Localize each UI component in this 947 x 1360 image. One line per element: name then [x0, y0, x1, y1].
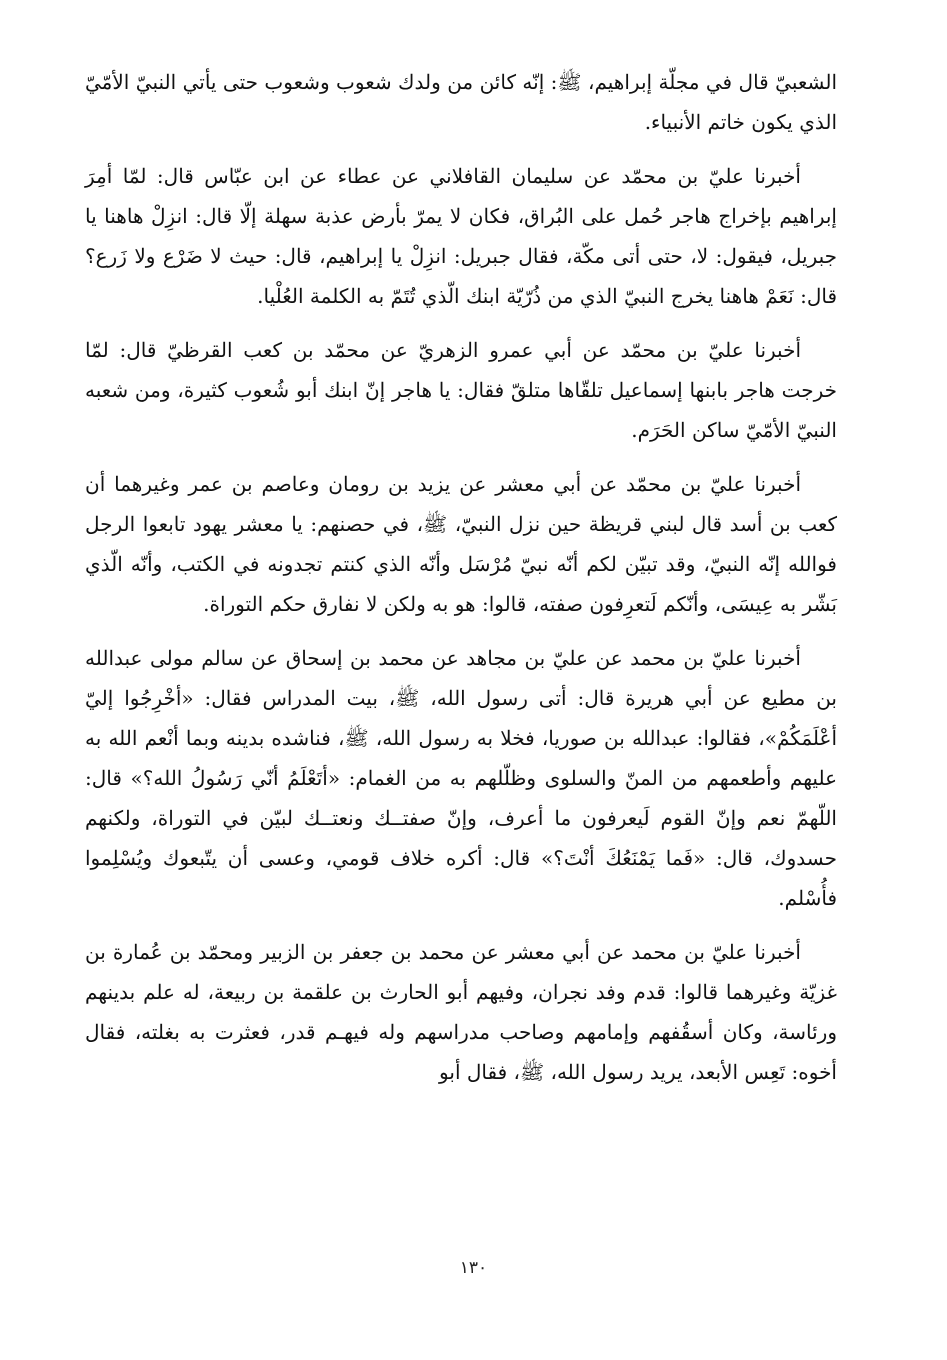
- paragraph-4: أخبرنا عليّ بن محمّد عن أبي معشر عن يزيد بن رومان وعاصم بن عمر وغيرهما أن كعب بن أسد قال لبني قريظة حين نزل النبيّ، ﷺ، في حصنهم: يا معشر يهود تابعوا الرجل فوالله إنّه النبيّ، وقد تبيّن لكم أنّه نبيّ مُرْسَل وأنّه الذي كنتم تجدونه في الكتب، وأنّه الّذي بَشّر به عِيسَى، وأنّكم لَتعرِفون صفته، قالوا: هو به ولكن لا نفارق حكم التوراة.: [85, 472, 837, 616]
- paragraph-1: الشعبيّ قال في مجلّة إبراهيم، ﷺ: إنّه كائن من ولدك شعوب وشعوب حتى يأتي النبيّ الأمّيّ الذي يكون خاتم الأنبياء.: [85, 70, 837, 134]
- paragraph-3: أخبرنا عليّ بن محمّد عن أبي عمرو الزهريّ عن محمّد بن كعب القرظيّ قال: لمّا خرجت هاجر بابنها إسماعيل تلقّاها متلقّ فقال: يا هاجر إنّ ابنك أبو شُعوب كثيرة، ومن شعبه النبيّ الأمّيّ ساكن الحَرَم.: [85, 338, 837, 442]
- paragraph-5: أخبرنا عليّ بن محمد عن عليّ بن مجاهد عن محمد بن إسحاق عن سالم مولى عبدالله بن مطيع عن أبي هريرة قال: أتى رسول الله، ﷺ، بيت المدراس فقال: «أخْرِجُوا إليّ أعْلَمَكُمْ»، فقالوا: عبدالله بن صوريا، فخلا به رسول الله، ﷺ، فناشده بدينه وبما أنْعم الله به عليهم وأطعمهم من المنّ والسلوى وظلّلهم به من الغمام: «أتَعْلَمُ أنّي رَسُولُ الله؟» قال: اللّهمّ نعم وإنّ القوم لَيعرفون ما أعرف، وإنّ صفتــك ونعتــك لبيّن في التوراة، ولكنهم حسدوك، قال: «فَما يَمْنَعُكَ أنْتَ؟» قال: أكره خلاف قومي، وعسى أن يتّبعوك ويُسْلِموا فأُسْلم.: [85, 646, 838, 910]
- paragraph-6: أخبرنا عليّ بن محمد عن أبي معشر عن محمد بن جعفر بن الزبير ومحمّد بن عُمارة بن غزيّة وغيرهما قالوا: قدم وفد نجران، وفيهم أبو الحارث بن علقمة بن ربيعة، له علم بدينهم ورئاسة، وكان أسقُفهم وإمامهم وصاحب مدراسهم وله فيهـم قدر، فعثرت به بغلته، فقال أخوه: تَعِس الأبعد، يريد رسول الله، ﷺ، فقال أبو: [85, 940, 837, 1084]
- paragraph-2: أخبرنا عليّ بن محمّد عن سليمان القافلاني عن عطاء عن ابن عبّاس قال: لمّا أمِرَ إبراهيم بإخراج هاجر حُمل على البُراق، فكان لا يمرّ بأرض عذبة سهلة إلّا قال: انزِلْ هاهنا يا جبريل، فيقول: لا، حتى أتى مكّة، فقال جبريل: انزِلْ يا إبراهيم، قال: حيث لا ضَرْع ولا زَرع؟ قال: نَعَمْ هاهنا يخرج النبيّ الذي من ذُرّيّة ابنك الّذي تُتَمّ به الكلمة العُلْيا.: [85, 164, 837, 308]
- document-page: [85, 62, 837, 1352]
- page-number: ١٣٠: [459, 1258, 488, 1278]
